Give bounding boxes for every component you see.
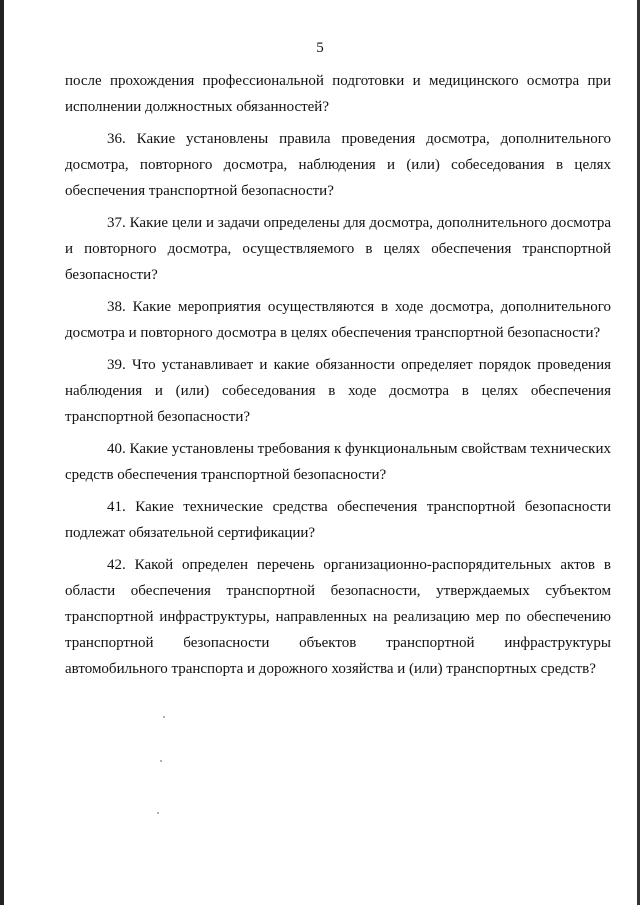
page-number: 5 [316, 40, 324, 56]
scan-speck [157, 812, 159, 814]
question-36: 36. Какие установлены правила проведения досмотра, дополнительного досмотра, повторного досмотра, наблюдения и (или) собеседования в целях обеспечения транспортной безопасности? [65, 131, 611, 199]
question-42: 42. Какой определен перечень организационно-распорядительных актов в области обеспечения транспортной безопасности, утверждаемых субъектом транспортной инфраструктуры, направленных на реализацию мер по обеспечению транспортной безопасности объектов транспортной инфраструктуры автомобильного транспорта и дорожного хозяйства и (или) транспортных средств? [65, 557, 611, 677]
question-40: 40. Какие установлены требования к функциональным свойствам технических средств обеспечения транспортной безопасности? [65, 441, 611, 483]
scan-border-left [0, 0, 4, 905]
question-37: 37. Какие цели и задачи определены для досмотра, дополнительного досмотра и повторного досмотра, осуществляемого в целях обеспечения транспортной безопасности? [65, 215, 611, 283]
question-38: 38. Какие мероприятия осуществляются в ходе досмотра, дополнительного досмотра и повторного досмотра в целях обеспечения транспортной безопасности? [65, 299, 611, 341]
document-body [65, 68, 611, 688]
scan-speck [160, 760, 162, 762]
paragraph-continuation: после прохождения профессиональной подготовки и медицинского осмотра при исполнении должностных обязанностей? [65, 73, 611, 115]
question-39: 39. Что устанавливает и какие обязанности определяет порядок проведения наблюдения и (или) собеседования в ходе досмотра в целях обеспечения транспортной безопасности? [65, 357, 611, 425]
question-41: 41. Какие технические средства обеспечения транспортной безопасности подлежат обязательной сертификации? [65, 499, 611, 541]
scan-speck [163, 716, 165, 718]
